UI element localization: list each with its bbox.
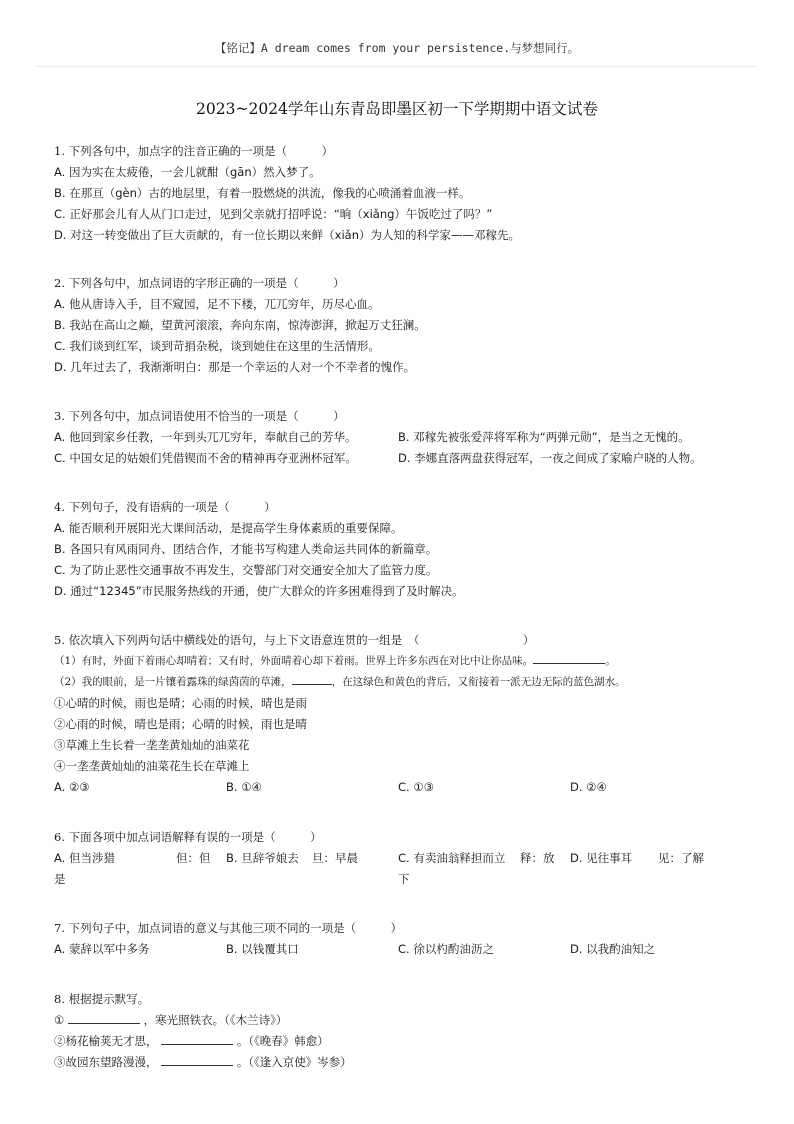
- answer-blank[interactable]: [161, 1053, 233, 1066]
- option-d: D. ②④: [570, 780, 607, 794]
- header-divider: [36, 66, 758, 67]
- option-d: D. 几年过去了，我渐渐明白：那是一个幸运的人对一个不幸者的愧作。: [54, 360, 416, 374]
- question-stem: 3. 下列各句中，加点词语使用不恰当的一项是（ ）: [54, 409, 345, 423]
- question-stem: 4. 下列句子，没有语病的一项是（ ）: [54, 500, 276, 514]
- sentence-1: [54, 651, 754, 672]
- sentence-1-end: 。: [605, 655, 616, 667]
- option-b: B. 我站在高山之巅，望黄河滚滚，奔向东南，惊涛澎湃，掀起万丈狂澜。: [54, 318, 426, 332]
- option-d: D. 以我酌油知之: [570, 942, 656, 956]
- option-gloss: 但：但: [176, 851, 211, 865]
- question-1: [54, 141, 754, 246]
- option-a: A. 他从唐诗入手，目不窥园，足不下楼，兀兀穷年，历尽心血。: [54, 297, 380, 311]
- question-2: [54, 273, 754, 378]
- option-a: A. 他回到家乡任教，一年到头兀兀穷年，奉献自己的芳华。: [54, 430, 357, 444]
- question-stem: 7. 下列句子中，加点词语的意义与其他三项不同的一项是（ ）: [54, 921, 403, 935]
- option-c: C. 正好那会儿有人从门口走过，见到父亲就打招呼说：“晌（xiǎng）午饭吃过了吗？”: [54, 207, 493, 221]
- question-stem: 5. 依次填入下列两句话中横线处的语句，与上下文语意连贯的一组是 （ ）: [54, 633, 535, 647]
- recite-prefix: ③故园东望路漫漫，: [54, 1055, 158, 1069]
- option-b: B. ①④: [226, 780, 262, 794]
- option-gloss: 见：了解: [658, 851, 704, 865]
- answer-blank[interactable]: [161, 1032, 233, 1045]
- question-5: [54, 630, 754, 798]
- sentence-2-end: ，在这绿色和黄色的背后，又衔接着一派无边无际的蓝色湖水。: [331, 676, 626, 688]
- option-b: B. 各国只有风雨同舟、团结合作，才能书写构建人类命运共同体的新篇章。: [54, 542, 438, 556]
- question-8: [54, 989, 754, 1073]
- option-a: A. ②③: [54, 780, 90, 794]
- question-6: [54, 827, 754, 890]
- answer-blank[interactable]: [292, 672, 332, 685]
- question-stem: 6. 下面各项中加点词语解释有误的一项是（ ）: [54, 830, 322, 844]
- option-b: B. 在那亘（gèn）古的地层里，有着一股燃烧的洪流，像我的心喷涌着血液一样。: [54, 186, 471, 200]
- option-d: D. 通过“12345”市民服务热线的开通，使广大群众的许多困难得到了及时解决。: [54, 584, 464, 598]
- option-c: C. 中国女足的姑娘们凭借锲而不舍的精神再夺亚洲杯冠军。: [54, 451, 357, 465]
- option-text: C. 有卖油翁释担而立: [398, 851, 506, 865]
- option-b: [226, 848, 398, 890]
- option-gloss-wrap: 是: [54, 872, 66, 886]
- recite-suffix: 。（《晚春》韩愈）: [236, 1034, 329, 1048]
- page-title: 2023~2024学年山东青岛即墨区初一下学期期中语文试卷: [196, 100, 598, 118]
- option-d: D. 对这一转变做出了巨大贡献的，有一位长期以来鲜（xiǎn）为人知的科学家——邓稼先。: [54, 228, 520, 242]
- choice-item-2: ②心雨的时候，晴也是雨；心晴的时候，雨也是晴: [54, 717, 307, 731]
- option-text: D. 见往事耳: [570, 851, 633, 865]
- option-a: A. 蒙辞以军中多务: [54, 942, 150, 956]
- option-text: A. 但当涉猎: [54, 851, 115, 865]
- header-motto: 【铭记】A dream comes from your persistence.与梦想同行。: [214, 41, 580, 55]
- recite-suffix: ，寒光照铁衣。（《木兰诗》）: [143, 1013, 288, 1027]
- recite-item-1: [54, 1010, 754, 1031]
- option-c: C. 为了防止恶性交通事故不再发生，交警部门对交通安全加大了监管力度。: [54, 563, 438, 577]
- option-text: B. 旦辞爷娘去: [226, 851, 299, 865]
- choice-item-3: ③草滩上生长着一垄垄黄灿灿的油菜花: [54, 738, 250, 752]
- choice-item-1: ①心晴的时候，雨也是晴；心雨的时候，晴也是雨: [54, 696, 307, 710]
- option-a: [54, 848, 226, 890]
- option-d: [570, 848, 754, 890]
- sentence-2-start: （2）我的眼前，是一片镶着露珠的绿茵茵的草滩，: [54, 676, 292, 688]
- recite-prefix: ②杨花榆荚无才思，: [54, 1034, 158, 1048]
- question-7: [54, 918, 754, 960]
- option-c: C. 我们谈到红军，谈到苛捐杂税，谈到她住在这里的生活情形。: [54, 339, 380, 353]
- option-b: B. 以钱覆其口: [226, 942, 299, 956]
- option-a: A. 因为实在太疲倦，一会儿就酣（gān）然入梦了。: [54, 165, 321, 179]
- recite-item-2: [54, 1031, 754, 1052]
- sentence-1-text: （1）有时，外面下着雨心却晴着；又有时，外面晴着心却下着雨。世界上许多东西在对比中让你品味。: [54, 655, 534, 667]
- option-d: D. 李娜直落两盘获得冠军，一夜之间成了家喻户晓的人物。: [398, 451, 702, 465]
- option-gloss: 释：放: [520, 851, 555, 865]
- option-c: C. ①③: [398, 780, 434, 794]
- question-stem: 1. 下列各句中，加点字的注音正确的一项是（ ）: [54, 144, 334, 158]
- option-c: C. 徐以杓酌油沥之: [398, 942, 494, 956]
- recite-prefix: ①: [54, 1013, 65, 1027]
- question-3: [54, 406, 754, 469]
- answer-blank[interactable]: [68, 1011, 140, 1024]
- recite-suffix: 。（《逢入京使》岑参）: [236, 1055, 352, 1069]
- question-stem: 8. 根据提示默写。: [54, 992, 150, 1006]
- answer-blank[interactable]: [533, 651, 605, 664]
- option-c: [398, 848, 570, 890]
- question-4: [54, 497, 754, 602]
- choice-item-4: ④一垄垄黄灿灿的油菜花生长在草滩上: [54, 759, 250, 773]
- option-a: A. 能否顺利开展阳光大课间活动，是提高学生身体素质的重要保障。: [54, 521, 403, 535]
- option-b: B. 邓稼先被张爱萍将军称为“两弹元勋”，是当之无愧的。: [398, 430, 690, 444]
- option-gloss: 旦：早晨: [312, 851, 358, 865]
- recite-item-3: [54, 1052, 754, 1073]
- sentence-2: [54, 672, 754, 693]
- option-gloss-wrap: 下: [398, 872, 410, 886]
- question-stem: 2. 下列各句中，加点词语的字形正确的一项是（ ）: [54, 276, 345, 290]
